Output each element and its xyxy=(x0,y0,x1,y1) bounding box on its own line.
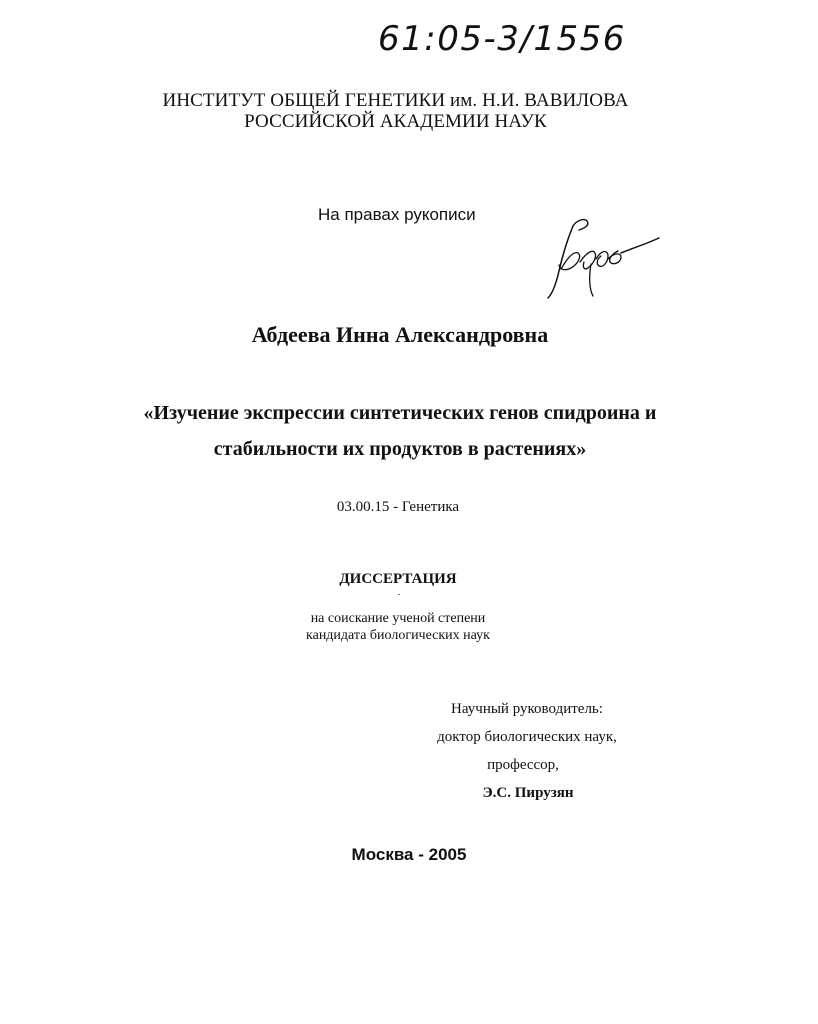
city-and-year: Москва - 2005 xyxy=(351,845,467,864)
supervisor-name: Э.С. Пирузян xyxy=(482,785,574,801)
institute-name-line-2: РОССИЙСКОЙ АКАДЕМИИ НАУК xyxy=(244,111,547,132)
signature-text: Абд xyxy=(335,14,337,15)
dissertation-title-line-2: стабильности их продуктов в растениях» xyxy=(213,438,587,460)
author-name: Абдеева Инна Александровна xyxy=(251,322,549,347)
supervisor-title: профессор, xyxy=(487,757,559,773)
supervisor-label: Научный руководитель: xyxy=(451,701,603,717)
manuscript-rights-label: На правах рукописи xyxy=(318,205,476,224)
decorative-dot xyxy=(398,594,400,595)
dissertation-title-line-1: «Изучение экспрессии синтетических генов спидроина и xyxy=(143,402,657,424)
supervisor-degree: доктор биологических наук, xyxy=(437,729,617,745)
catalog-number-text: 61:05-3/1556 xyxy=(378,19,626,59)
specialty-code: 03.00.15 - Генетика xyxy=(336,499,460,515)
institute-name-line-1: ИНСТИТУТ ОБЩЕЙ ГЕНЕТИКИ им. Н.И. ВАВИЛОВА xyxy=(162,90,629,111)
handwritten-catalog-number xyxy=(360,8,660,64)
document-type: ДИССЕРТАЦИЯ xyxy=(339,571,457,587)
degree-purpose-line-1: на соискание ученой степени xyxy=(310,611,486,626)
degree-purpose-line-2: кандидата биологических наук xyxy=(306,628,490,643)
